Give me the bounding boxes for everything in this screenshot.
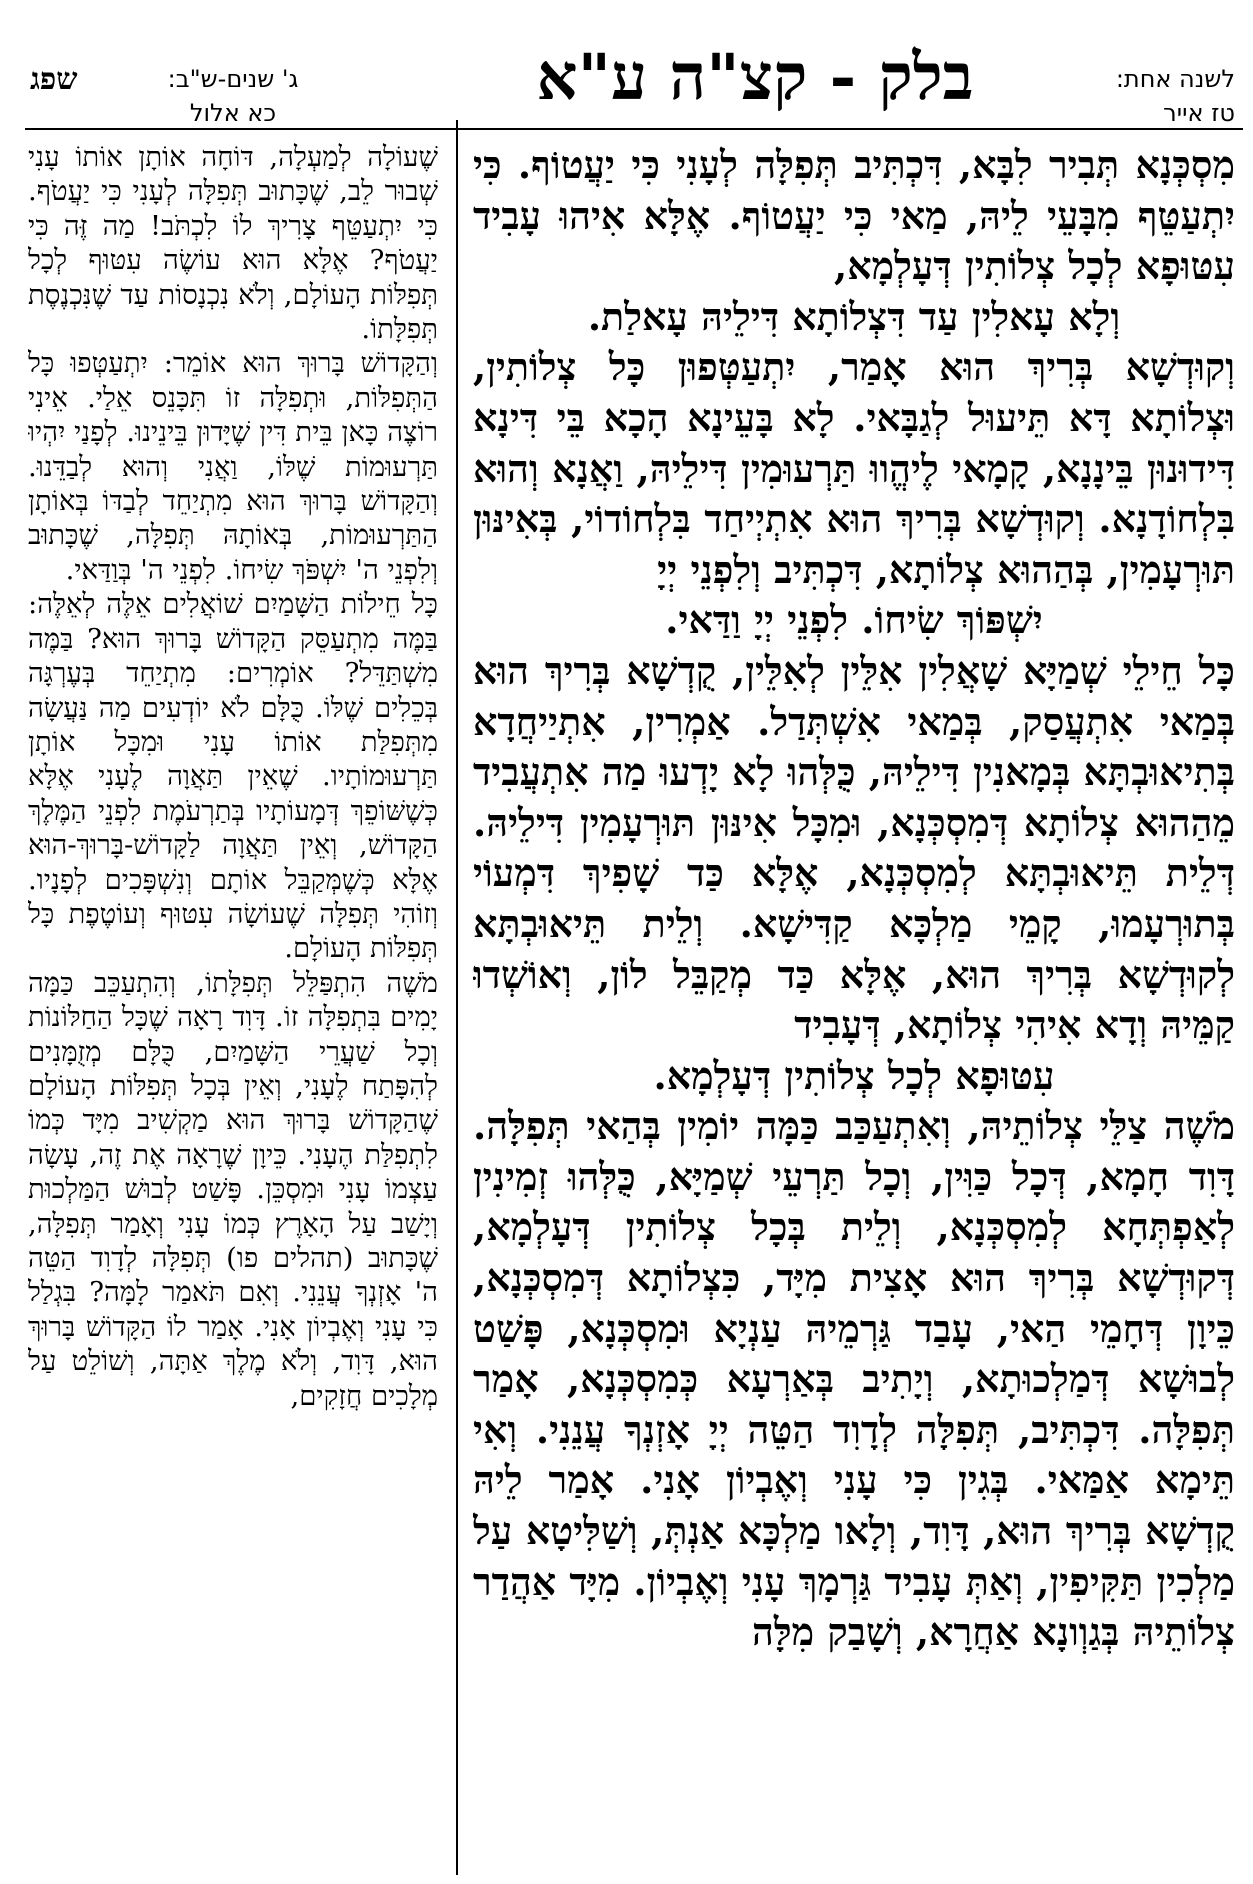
page-title: בלק - קצ"ה ע"א: [536, 40, 974, 115]
side-paragraph: שֶׁעוֹלָה לְמַעְלָה, דּוֹחָה אוֹתָן אוֹתוֹ עָנִי שְׁבוּר לֵב, שֶׁכָּתוּב תְּפִלָּה לְעָנִי כִּי יַעֲטֹף. כִּי יִתְעַטֵּף צָרִיךְ לוֹ לִכְתֹּב! מַה זֶּה כִּי יַעֲטֹף? אֶלָּא הוּא עוֹשֶׂה עִטּוּף לְכָל תְּפִלּוֹת הָעוֹלָם, וְלֹא נִכְנָסוֹת עַד שֶׁנִּכְנֶסֶת תְּפִלָּתוֹ.: [28, 141, 438, 346]
hebrew-translation-column: [28, 140, 438, 1875]
side-paragraph: כָּל חֵילוֹת הַשָּׁמַיִם שׁוֹאֲלִים אֵלֶּה לְאֵלֶּה: בַּמֶּה מִתְעַסֵּק הַקָּדוֹשׁ בָּרוּךְ הוּא? בַּמֶּה מִשְׁתַּדֵּל? אוֹמְרִים: מִתְיַחֵד בְּעֶרְגָּה בְּכֵלִים שֶׁלּוֹ. כֻּלָּם לֹא יוֹדְעִים מַה נַּעֲשָׂה מִתְּפִלַּת אוֹתוֹ עָנִי וּמִכָּל אוֹתָן תַּרְעוּמוֹתָיו. שֶׁאֵין תַּאֲוָה לֶעָנִי אֶלָּא כְּשֶׁשּׁוֹפֵךְ דְּמָעוֹתָיו בְּתַרְעֹמֶת לִפְנֵי הַמֶּלֶךְ הַקָּדוֹשׁ, וְאֵין תַּאֲוָה לַקָּדוֹשׁ-בָּרוּךְ-הוּא אֶלָּא כְּשֶׁמְּקַבֵּל אוֹתָם וְנִשְׁפָּכִים לְפָנָיו. וְזוֹהִי תְּפִלָּה שֶׁעוֹשָׂה עִטּוּף וְעוֹטֶפֶת כָּל תְּפִלּוֹת הָעוֹלָם.: [28, 588, 438, 965]
column-divider: [456, 120, 458, 1875]
side-paragraph: מֹשֶׁה הִתְפַּלֵּל תְּפִלָּתוֹ, וְהִתְעַכֵּב כַּמָּה יָמִים בִּתְפִלָּה זוֹ. דָּוִד רָאָה שֶׁכָּל הַחַלּוֹנוֹת וְכָל שַׁעֲרֵי הַשָּׁמַיִם, כֻּלָּם מְזֻמָּנִים לְהִפָּתַח לֶעָנִי, וְאֵין בְּכָל תְּפִלּוֹת הָעוֹלָם שֶׁהַקָּדוֹשׁ בָּרוּךְ הוּא מַקְשִׁיב מִיָּד כְּמוֹ לִתְפִלַּת הֶעָנִי. כֵּיוָן שֶׁרָאָה אֶת זֶה, עָשָׂה עַצְמוֹ עָנִי וּמִסְכֵּן. פָּשַׁט לְבוּשׁ הַמַּלְכוּת וְיָשַׁב עַל הָאָרֶץ כְּמוֹ עָנִי וְאָמַר תְּפִלָּה, שֶׁכָּתוּב (תהלים פו) תְּפִלָּה לְדָוִד הַטֵּה ה' אָזְנְךָ עֲנֵנִי. וְאִם תֹּאמַר לָמָּה? בִּגְלַל כִּי עָנִי וְאֶבְיוֹן אָנִי. אָמַר לוֹ הַקָּדוֹשׁ בָּרוּךְ הוּא, דָּוִד, וְלֹא מֶלֶךְ אַתָּה, וְשׁוֹלֵט עַל מְלָכִים חֲזָקִים,: [28, 966, 438, 1412]
main-paragraph: וְקוּדְשָׁא בְּרִיךְ הוּא אָמַר, יִתְעַטְּפוּן כָּל צְלוֹתִין, וּצְלוֹתָא דָּא תֵּיעוּל לְגַבָּאי. לָא בָּעֵינָא הָכָא בֵּי דִּינָא דִּידוּנוּן בֵּינָנָא, קָמָאי לֶיהֱווּ תַּרְעוּמִין דִּילֵיהּ, וַאֲנָא וְהוּא בִּלְחוֹדָנָא. וְקוּדְשָׁא בְּרִיךְ הוּא אִתְיְיחַד בִּלְחוֹדוֹי, בְּאִינּוּן תּוּרְעָמִין, בְּהַהוּא צְלוֹתָא, דִּכְתִּיב וְלִפְנֵי יְיָ: [473, 344, 1235, 592]
aramaic-main-column: [473, 140, 1235, 1875]
side-paragraph: וְהַקָּדוֹשׁ בָּרוּךְ הוּא אוֹמֵר: יִתְעַטְּפוּ כָּל הַתְּפִלּוֹת, וּתְפִלָּה זוֹ תִּכָּנֵס אֵלַי. אֵינִי רוֹצֶה כָּאן בֵּית דִּין שֶׁיָּדוּן בֵּינֵינוּ. לְפָנַי יִהְיוּ תַּרְעוּמוֹת שֶׁלּוֹ, וַאֲנִי וְהוּא לְבַדֵּנוּ. וְהַקָּדוֹשׁ בָּרוּךְ הוּא מִתְיַחֵד לְבַדּוֹ בְּאוֹתָן הַתַּרְעוּמוֹת, בְּאוֹתָהּ תְּפִלָּה, שֶׁכָּתוּב וְלִפְנֵי ה' יִשְׁפֹּךְ שִׂיחוֹ. לִפְנֵי ה' בְּוַדַּאי.: [28, 347, 438, 586]
main-paragraph: מֹשֶׁה צַלֵּי צְלוֹתֵיהּ, וְאִתְעַכַּב כַּמָּה יוֹמִין בְּהַאי תְּפִלָּה. דָּוִד חָמָא, דְּכָל כַּוִּין, וְכָל תַּרְעֵי שְׁמַיָּא, כֻּלְּהוּ זְמִינִין לְאַפְתְּחָא לְמִסְכְּנָא, וְלֵית בְּכָל צְלוֹתִין דְּעָלְמָא, דְּקוּדְשָׁא בְּרִיךְ הוּא אָצִית מִיָּד, כִּצְלוֹתָא דְּמִסְכְּנָא, כֵּיוָן דְּחָמֵי הַאי, עָבַד גַּרְמֵיהּ עַנְיָא וּמִסְכְּנָא, פָּשַׁט לְבוּשָׁא דְּמַלְכוּתָא, וְיָתִיב בְּאַרְעָא כְּמִסְכְּנָא, אָמַר תְּפִלָּה. דִּכְתִּיב, תְּפִלָּה לְדָוִד הַטֵּה יְיָ אָזְנְךָ עֲנֵנִי. וְאִי תֵּימָא אַמַּאי. בְּגִין כִּי עָנִי וְאֶבְיוֹן אָנִי. אָמַר לֵיהּ קֻדְשָׁא בְּרִיךְ הוּא, דָּוִד, וְלָאו מַלְכָּא אַנְתְּ, וְשַׁלִּיטָא עַל מַלְכִין תַּקִּיפִין, וְאַתְּ עָבִיד גַּרְמָךְ עָנִי וְאֶבְיוֹן. מִיָּד אַהֲדַר צְלוֹתֵיהּ בְּגַוְונָא אַחֲרָא, וְשָׁבַק מִלָּה: [473, 1103, 1235, 1655]
header-divider: [25, 128, 1243, 130]
header-three-year-date: כא אלול: [189, 99, 277, 127]
main-paragraph-end-line: עִטּוּפָא לְכָל צְלוֹתִין דְּעָלְמָא.: [653, 1052, 1055, 1098]
header-one-year-label: לשנה אחת:: [1115, 65, 1235, 93]
main-paragraph: כָּל חֵילֵי שְׁמַיָּא שָׁאֲלִין אִלֵּין לְאִלֵּין, קֻדְשָׁא בְּרִיךְ הוּא בְּמַאי אִתְעֲסַק, בְּמַאי אִשְׁתְּדַל. אַמְרִין, אִתְיַיחֲדָא בְּתִיאוּבְתָּא בְּמָאנִין דִּילֵיהּ, כֻּלְּהוּ לָא יָדְעוּ מַה אִתְעֲבִיד מֵהַהוּא צְלוֹתָא דְּמִסְכְּנָא, וּמִכָּל אִינּוּן תּוּרְעָמִין דִּילֵיהּ. דְּלֵית תֵּיאוּבְתָּא לְמִסְכְּנָא, אֶלָּא כַּד שָׁפִיךְ דִּמְעוֹי בְּתוּרְעָמוּ, קָמֵי מַלְכָּא קַדִּישָׁא. וְלֵית תֵּיאוּבְתָּא לְקוּדְשָׁא בְּרִיךְ הוּא, אֶלָּא כַּד מְקַבֵּל לוֹן, וְאוֹשְׁדוּ קַמֵּיהּ וְדָא אִיהִי צְלוֹתָא, דְּעָבִיד: [473, 647, 1235, 1048]
header-one-year-date: טז אייר: [1163, 99, 1235, 127]
main-paragraph-end-line: וְלָא עָאלִין עַד דִּצְלוֹתָא דִּילֵיהּ עָאלַת.: [587, 293, 1121, 339]
page-number: שפג: [30, 62, 78, 97]
main-paragraph: מִסְכְּנָא תְּבִיר לִבָּא, דִּכְתִּיב תְּפִלָּה לְעָנִי כִּי יַעֲטוֹף. כִּי יִתְעַטֵּף מִבָּעֵי לֵיהּ, מַאי כִּי יַעֲטוֹף. אֶלָּא אִיהוּ עָבִיד עִטּוּפָא לְכָל צְלוֹתִין דְּעָלְמָא,: [473, 142, 1235, 289]
header-three-year-schedule: [108, 62, 358, 130]
page-header: [0, 0, 1253, 127]
header-three-year-label: ג' שנים-ש"ב:: [167, 65, 299, 93]
main-paragraph-end-line: יִשְׁפּוֹךְ שִׂיחוֹ. לִפְנֵי יְיָ וַדַּאי.: [665, 597, 1043, 643]
header-daily-study-schedule: [1116, 62, 1235, 130]
